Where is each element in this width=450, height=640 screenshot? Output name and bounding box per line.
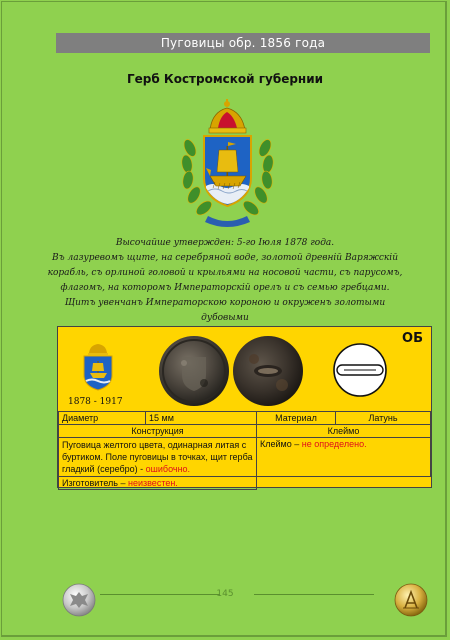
mark-note: не определено. [301,439,367,449]
description-line: флагомъ, на которомъ Императорскій орелъ и съ семью гребцами. [60,283,390,293]
description-line: корабль, съ орлиной головой и крыльями на носовой части, съ парусомъ, [47,268,403,278]
specs-row [59,425,431,438]
section-title: Герб Костромской губернии [126,72,324,86]
specs-row [59,438,431,477]
diameter-value: 15 мм [146,412,257,425]
page-number: 145 [216,589,234,599]
monogram-medallion-icon [394,583,428,617]
description-line: Высочайше утвержден: 5-го Іюля 1878 года. [115,238,335,248]
maker-text: Изготовитель – [62,478,128,488]
material-value: Латунь [336,412,431,425]
years-range: 1878 - 1917 [68,397,123,407]
construction-note: ошибочно. [145,464,191,474]
construction-cell [59,438,257,477]
maker-note: неизвестен. [128,478,178,488]
construction-text: Пуговица желтого цвета, одинарная литая с буртиком. Поле пуговицы в точках, щит герба гладкий (серебро) - [62,440,253,474]
small-coat-of-arms-image [81,343,115,391]
coat-of-arms-image [180,98,275,233]
diameter-label: Диаметр [59,412,146,425]
eagle-medallion-icon [62,583,96,617]
mark-header: Клеймо [257,425,431,438]
maker-cell [59,477,257,490]
mark-text: Клеймо – [260,439,302,449]
button-schema-diagram [332,342,388,398]
material-label: Материал [257,412,336,425]
button-front-photo [158,335,230,407]
button-info-panel [57,326,432,488]
description-line: Щитъ увенчанъ Императорскою короною и окруженъ золотыми дубовыми [64,298,386,323]
side-label: ОБ [402,331,423,346]
construction-header: Конструкция [59,425,257,438]
mark-cell [257,438,431,477]
specs-row [59,477,431,490]
button-back-photo [232,335,304,407]
description-line: Въ лазуревомъ щите, на серебряной воде, золотой древній Варяжскій [52,253,398,263]
header-title: Пуговицы обр. 1856 года [160,36,326,50]
specs-row [59,412,431,425]
empty-cell [257,477,431,490]
specs-table [58,411,431,490]
page-header [56,33,430,53]
